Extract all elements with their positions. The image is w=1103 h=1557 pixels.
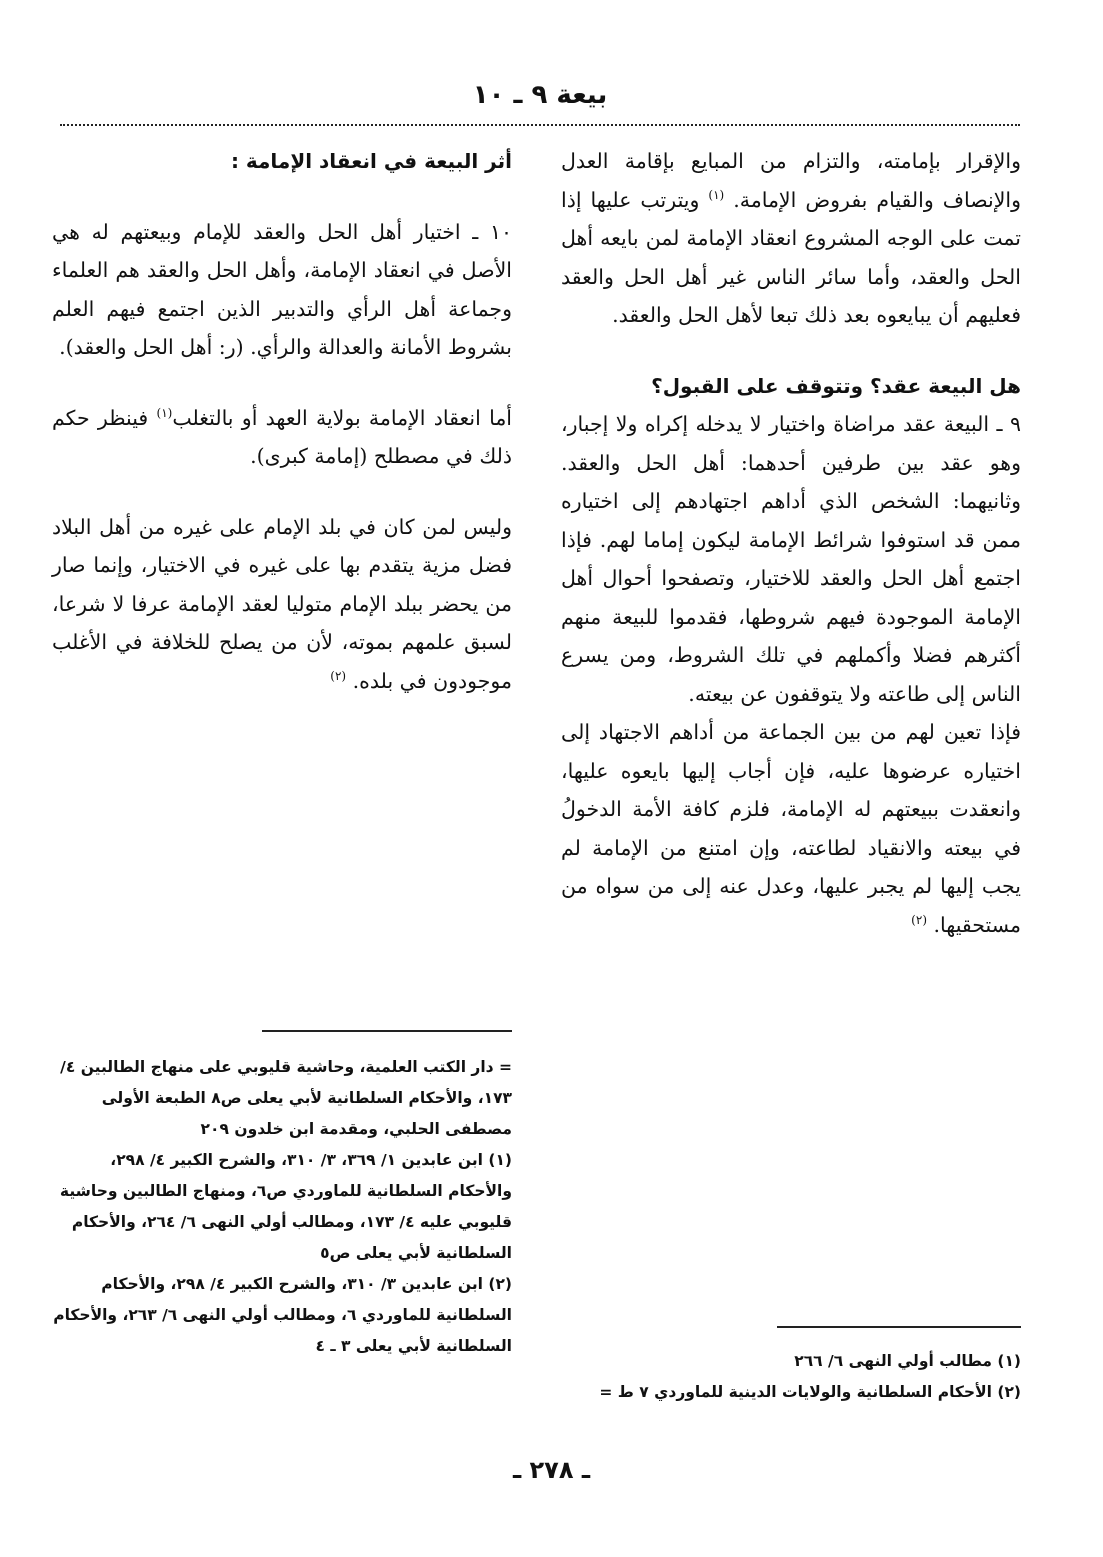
paragraph-9: ٩ ـ البيعة عقد مراضاة واختيار لا يدخله إكراه ولا إجبار، وهو عقد بين طرفين أحدهما: أهل الحل والعقد. وثانيهما: الشخص الذي أداهم اجتهادهم إلى اختياره ممن قد استوفوا شرائط الإمامة ليكون إماما لهم. فإذا اجتمع أهل الحل والعقد للاختيار، وتصفحوا أحوال أهل الإمامة الموجودة فيهم شروطها، فقدموا للبيعة منهم أكثرهم فضلا وأكملهم في تلك الشروط، ومن يسرع الناس إلى طاعته ولا يتوقفون عن بيعته. [561, 412, 1021, 706]
paragraph-intro: والإقرار بإمامته، والتزام من المبايع بإقامة العدل والإنصاف والقيام بفروض الإمامة. $^{(١)}$ ويترتب عليها إذا تمت على الوجه المشروع انعقاد الإمامة لمن بايعه أهل الحل والعقد، وأما سائر الناس غير أهل الحل والعقد فعليهم أن يبايعوه بعد ذلك تبعا لأهل الحل والعقد. [561, 149, 1021, 327]
paragraph-10: ١٠ ـ اختيار أهل الحل والعقد للإمام وبيعتهم له هي الأصل في انعقاد الإمامة، وأهل الحل والعقد هم العلماء وجماعة أهل الرأي والتدبير الذين اجتمع فيهم العلم بشروط الأمانة والعدالة والرأي. (ر: أهل الحل والعقد). [52, 219, 512, 359]
footnote-item: (١) ابن عابدين ١/ ٣٦٩، ٣/ ٣١٠، والشرح الكبير ٤/ ٢٩٨، والأحكام السلطانية للماوردي ص٦، ومنهاج الطالبين وحاشية قليوبي عليه ٤/ ١٧٣، ومطالب أولي النهى ٦/ ٢٦٤، والأحكام السلطانية لأبي يعلى ص٥ [59, 1151, 512, 1262]
footnote-ref: (١) [156, 405, 173, 420]
footnote-ref: (١) [708, 187, 725, 202]
footnote-item: = دار الكتب العلمية، وحاشية قليوبي على منهاج الطالبين ٤/ ١٧٣، والأحكام السلطانية لأبي يعلى ص٨ الطبعة الأولى مصطفى الحلبي، ومقدمة ابن خلدون ٢٠٩ [60, 1058, 512, 1138]
footnotes-left [52, 1052, 512, 1362]
footnote-item: (١) مطالب أولي النهى ٦/ ٢٦٦ [794, 1352, 1021, 1370]
page-number: ـ ٢٧٨ ـ [512, 1456, 591, 1484]
footnote-item: (٢) الأحكام السلطانية والولايات الدينية للماوردي ٧ ط = [599, 1383, 1021, 1401]
section-heading-effect: أثر البيعة في انعقاد الإمامة : [230, 149, 512, 173]
footnote-ref: (٢) [330, 668, 347, 683]
footnote-item: (٢) ابن عابدين ٣/ ٣١٠، والشرح الكبير ٤/ ٢٩٨، والأحكام السلطانية للماوردي ٦، ومطالب أولي النهى ٦/ ٢٦٣، والأحكام السلطانية لأبي يعلى ٣ ـ ٤ [53, 1275, 512, 1355]
paragraph-9b: فإذا تعين لهم من بين الجماعة من أداهم الاجتهاد إلى اختياره عرضوها عليه، فإن أجاب إليها بايعوه عليها، وانعقدت ببيعتهم له الإمامة، فلزم كافة الأمة الدخولُ في بيعته والانقياد لطاعته، وإن امتنع من الإمامة لم يجب إليها لم يجبر عليها، وعدل عنه إلى من سواه من مستحقيها. $^{(٢)}$ [561, 720, 1021, 937]
right-column [561, 142, 1021, 944]
footnote-ref: (٢) [911, 912, 927, 927]
running-header: بيعة ٩ ـ ١٠ [472, 80, 608, 110]
paragraph-wilaya: أما انعقاد الإمامة بولاية العهد أو بالتغلب$^{(١)}$ فينظر حكم ذلك في مصطلح (إمامة كبرى). [52, 405, 513, 468]
paragraph-balad: وليس لمن كان في بلد الإمام على غيره من أهل البلاد فضل مزية يتقدم بها على غيره في الاختيار، وإنما صار من يحضر ببلد الإمام متوليا لعقد الإمامة عرفا لا شرعا، لسبق علمهم بموته، لأن من يصلح للخلافة في الأغلب موجودون في بلده. $^{(٢)}$ [52, 514, 512, 693]
footnote-rule-left [262, 1030, 512, 1032]
header-dotted-rule [60, 124, 1020, 126]
section-heading-contract: هل البيعة عقد؟ وتتوقف على القبول؟ [651, 373, 1021, 398]
left-column [52, 142, 512, 700]
footnotes-right [561, 1346, 1021, 1408]
footnote-rule-right [777, 1326, 1021, 1328]
